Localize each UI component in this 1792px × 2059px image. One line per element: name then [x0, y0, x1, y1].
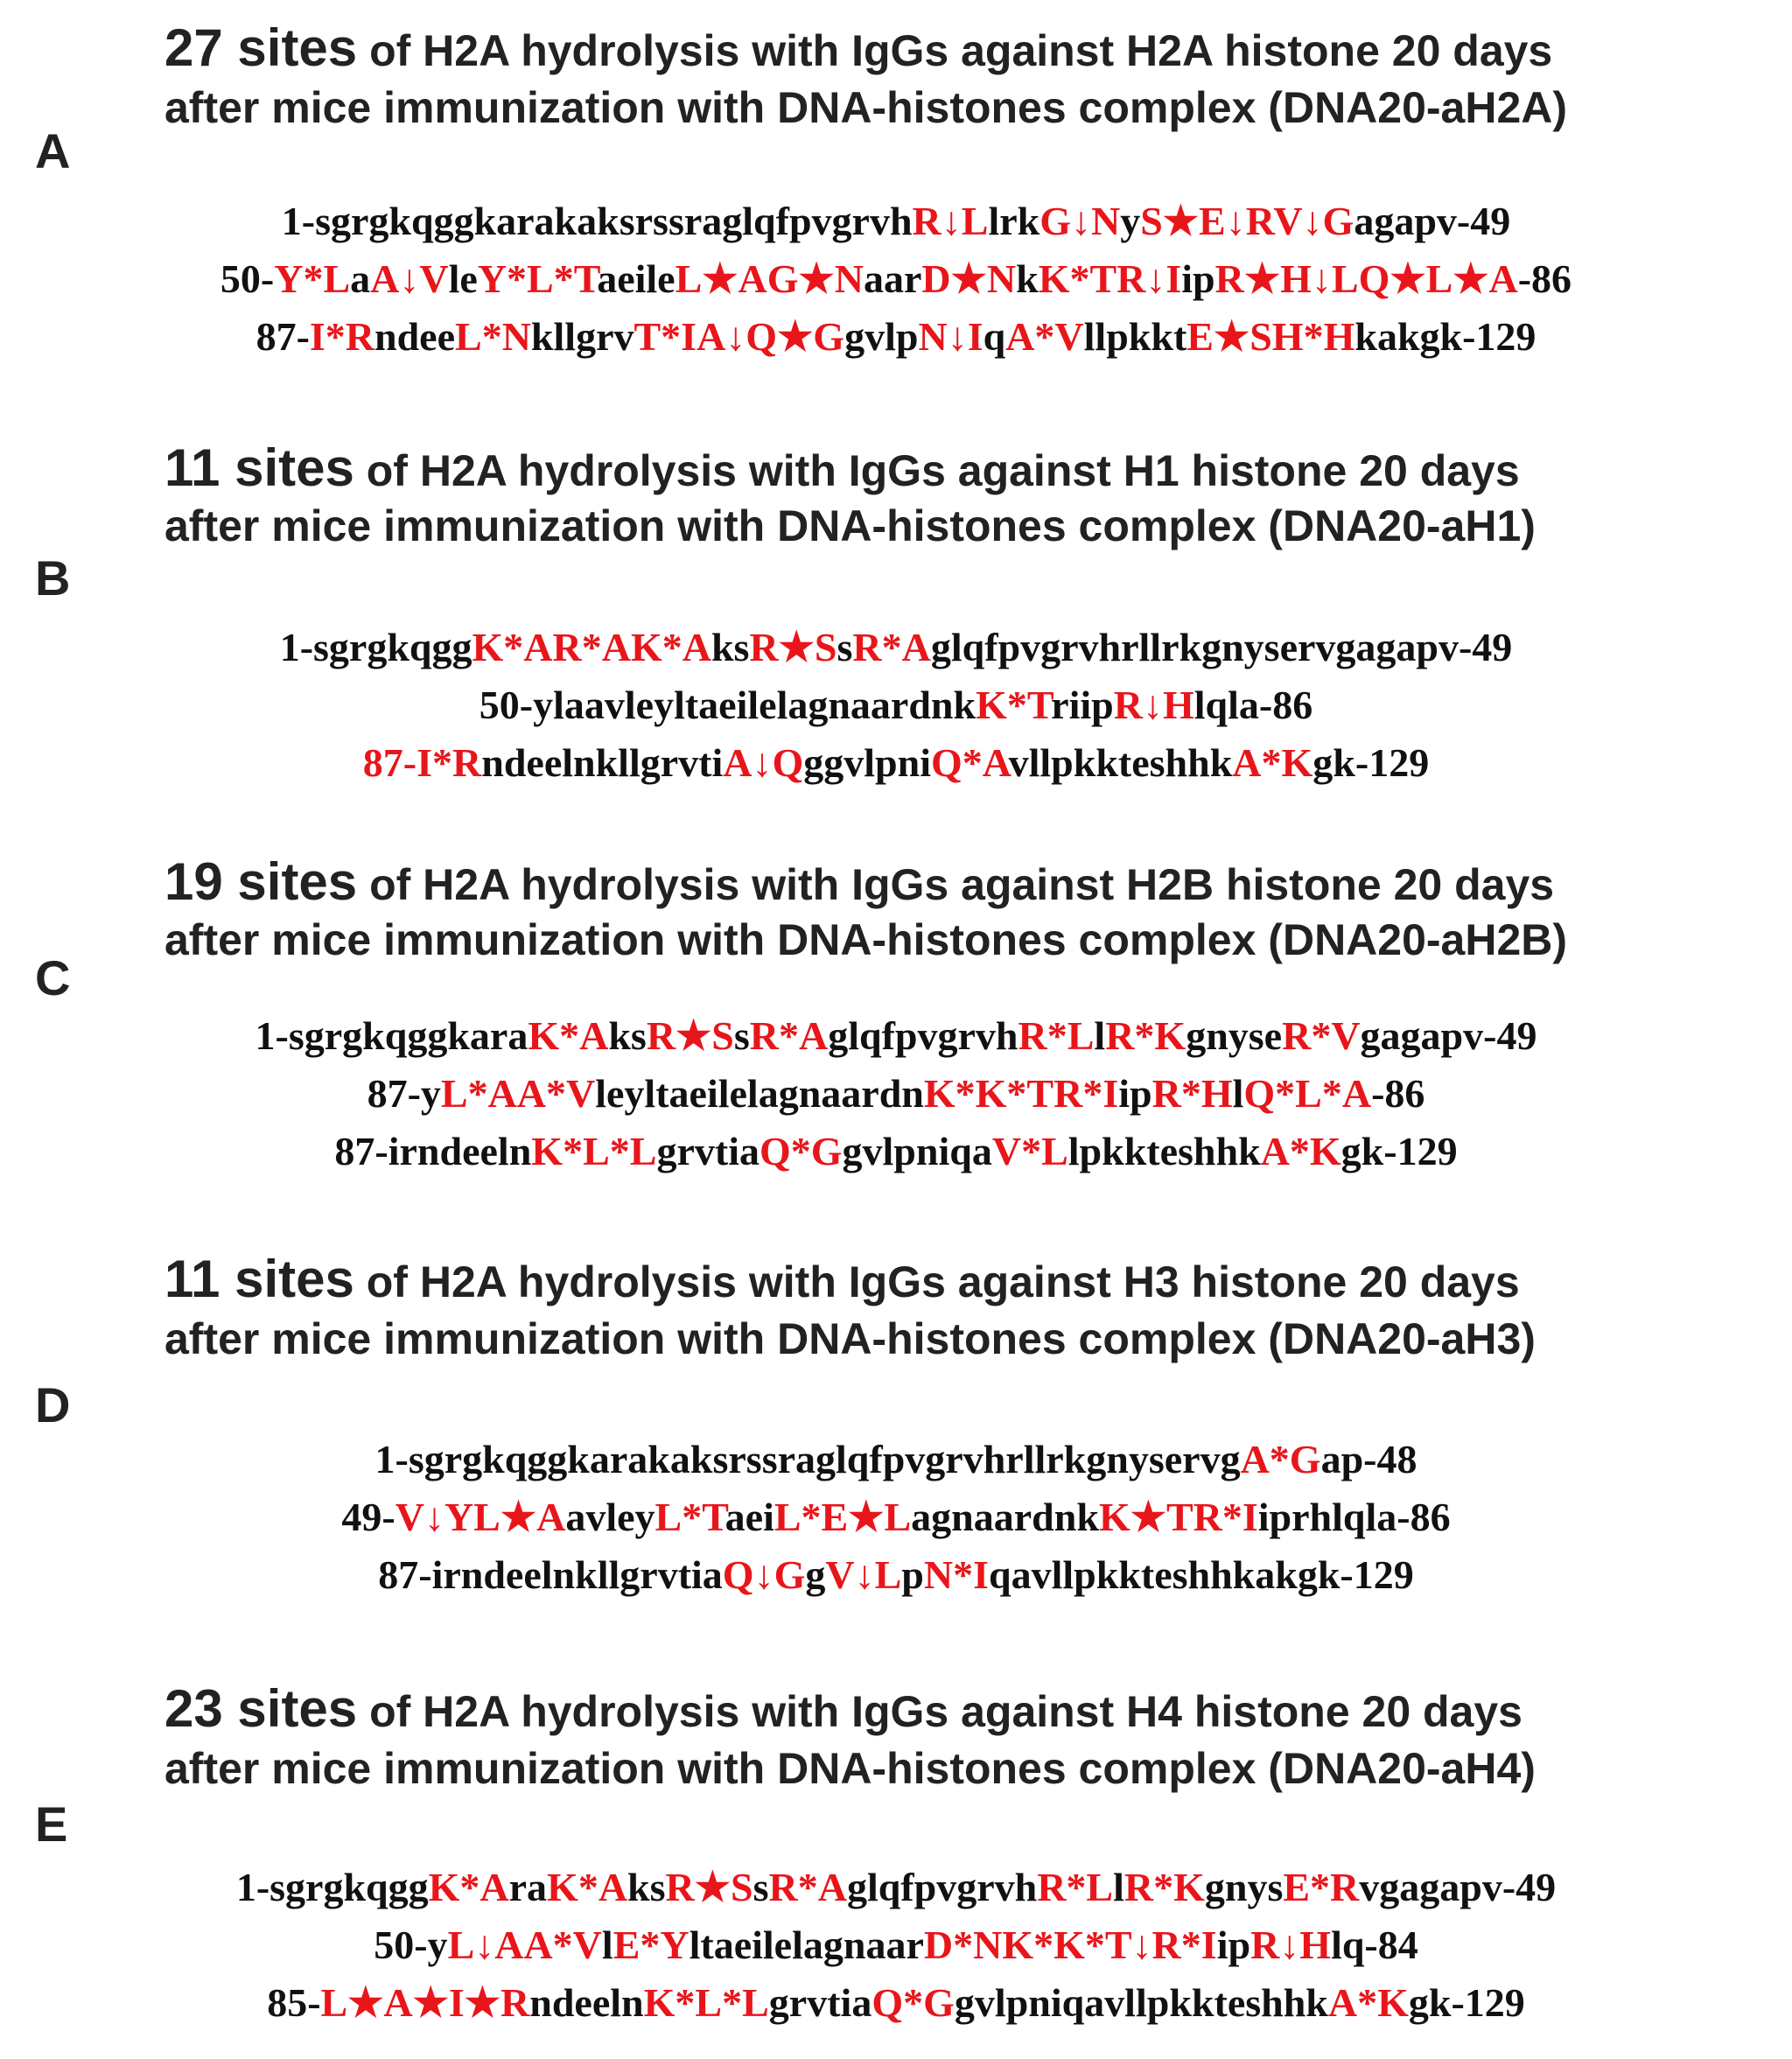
- sequence-segment: ggvlpni: [803, 740, 931, 785]
- sequence-segment: ndeelnkllgrvti: [481, 740, 724, 785]
- sequence-segment: 85-: [267, 1980, 321, 2025]
- cleavage-site: V↓L: [825, 1552, 902, 1597]
- sequence-line: [0, 1065, 1792, 1123]
- sequence-segment: a: [350, 256, 371, 301]
- panel-c-title-line2: after mice immunization with DNA-histones complex (DNA20-aH2B): [164, 915, 1568, 964]
- sequence-segment: gnys: [1204, 1865, 1284, 1909]
- panel-d-title-line2: after mice immunization with DNA-histones complex (DNA20-aH3): [164, 1314, 1536, 1363]
- sequence-segment: q: [983, 314, 1006, 359]
- cleavage-site: K*L*L: [531, 1129, 657, 1173]
- cleavage-site: L★AG★N: [675, 256, 864, 301]
- panel-e-title-line1: 23 sites of H2A hydrolysis with IgGs against H4 histone 20 days: [164, 1679, 1522, 1738]
- cleavage-site: E★SH*H: [1186, 314, 1355, 359]
- panel-a-title-line2: after mice immunization with DNA-histones complex (DNA20-aH2A): [164, 83, 1568, 132]
- cleavage-site: R★S: [646, 1013, 734, 1058]
- sequence-segment: kakgk-129: [1354, 314, 1536, 359]
- sequence-segment: gagapv-49: [1360, 1013, 1537, 1058]
- sequence-segment: 1-sgrgkqggkarakaksrssraglqfpvgrvh: [281, 199, 913, 243]
- cleavage-site: I*R: [309, 314, 375, 359]
- cleavage-site: A↓Q: [723, 740, 804, 785]
- cleavage-site: D★N: [921, 256, 1017, 301]
- sequence-segment: gvlp: [844, 314, 919, 359]
- sequence-segment: ap-48: [1320, 1437, 1418, 1481]
- sequence-segment: g: [805, 1552, 826, 1597]
- sequence-line: [0, 1916, 1792, 1974]
- sequence-segment: lq-84: [1331, 1922, 1418, 1967]
- sequence-segment: gk-129: [1312, 740, 1430, 785]
- cleavage-site: N↓I: [918, 314, 984, 359]
- sequence-segment: l: [1232, 1071, 1244, 1116]
- panel-d-title-line1: 11 sites of H2A hydrolysis with IgGs against H3 histone 20 days: [164, 1250, 1520, 1308]
- sequence-segment: 1-sgrgkqgg: [235, 1865, 429, 1909]
- sequence-line: [0, 734, 1792, 792]
- sequence-segment: vgagapv-49: [1359, 1865, 1557, 1909]
- sequence-segment: 1-sgrgkqggkarakaksrssraglqfpvgrvhrllrkgnyservg: [374, 1437, 1241, 1481]
- sequence-segment: iprhlqla-86: [1257, 1495, 1451, 1539]
- cleavage-site: N*I: [923, 1552, 989, 1597]
- cleavage-site: R*H: [1152, 1071, 1233, 1116]
- panel-a: [0, 0, 1792, 385]
- sequence-segment: agapv-49: [1354, 199, 1511, 243]
- sequence-segment: 50-: [220, 256, 275, 301]
- sequence-segment: gk-129: [1340, 1129, 1458, 1173]
- panel-b-title-line2: after mice immunization with DNA-histones complex (DNA20-aH1): [164, 501, 1536, 550]
- cleavage-site: Q*G: [872, 1980, 955, 2025]
- cleavage-site: L*E★L: [774, 1495, 912, 1539]
- sequence-segment: 87-irndeelnkllgrvtia: [378, 1552, 723, 1597]
- sequence-segment: gk-129: [1408, 1980, 1525, 2025]
- sequence-segment: ltaeilelagnaar: [689, 1922, 924, 1967]
- cleavage-site: R*L: [1037, 1865, 1114, 1909]
- cleavage-site: V*L: [991, 1129, 1068, 1173]
- cleavage-site: Q*L*A: [1243, 1071, 1372, 1116]
- cleavage-site: L↓AA*V: [447, 1922, 602, 1967]
- cleavage-site: L★A★I★R: [320, 1980, 530, 2025]
- panel-a-title-line1: 27 sites of H2A hydrolysis with IgGs against H2A histone 20 days: [164, 18, 1553, 77]
- sequence-segment: 50-y: [374, 1922, 448, 1967]
- panel-e-title-line2: after mice immunization with DNA-histones complex (DNA20-aH4): [164, 1744, 1536, 1793]
- sequence-line: [0, 308, 1792, 366]
- sequence-segment: ip: [1181, 256, 1215, 301]
- panel-c-letter: C: [35, 950, 71, 1005]
- cleavage-site: D*NK*K*T↓R*I: [923, 1922, 1217, 1967]
- cleavage-site: R↓L: [912, 199, 989, 243]
- sequence-segment: 1-sgrgkqgg: [279, 625, 472, 669]
- sequence-segment: l: [601, 1922, 613, 1967]
- panel-c-title-line1: 19 sites of H2A hydrolysis with IgGs against H2B histone 20 days: [164, 852, 1555, 911]
- sequence-segment: ra: [508, 1865, 548, 1909]
- cleavage-site: L*T: [654, 1495, 725, 1539]
- panel-d-site-count: 11 sites: [164, 1250, 354, 1308]
- cleavage-site: A↓V: [370, 256, 449, 301]
- sequence-segment: gvlpniqavllpkkteshhk: [954, 1980, 1328, 2025]
- cleavage-site: A*K: [1260, 1129, 1341, 1173]
- cleavage-site: E*R: [1283, 1865, 1360, 1909]
- sequence-segment: ks: [608, 1013, 647, 1058]
- cleavage-site: Y*L: [274, 256, 351, 301]
- sequence-segment: 87-: [256, 314, 310, 359]
- sequence-segment: qavllpkkteshhkakgk-129: [988, 1552, 1414, 1597]
- cleavage-site: K*TR↓I: [1038, 256, 1182, 301]
- sequence-segment: kllgrv: [530, 314, 634, 359]
- sequence-segment: lqla-86: [1194, 683, 1313, 727]
- sequence-line: [0, 1859, 1792, 1916]
- cleavage-site: R*K: [1124, 1865, 1205, 1909]
- sequence-segment: aei: [724, 1495, 774, 1539]
- sequence-segment: gvlpniqa: [842, 1129, 992, 1173]
- cleavage-site: K*K*TR*I: [923, 1071, 1119, 1116]
- cleavage-site: R★H↓LQ★L★A: [1214, 256, 1518, 301]
- panel-b-site-count: 11 sites: [164, 438, 354, 497]
- panel-c: [0, 827, 1792, 1212]
- cleavage-site: R*V: [1282, 1013, 1361, 1058]
- cleavage-site: L*N: [455, 314, 531, 359]
- sequence-segment: k: [1016, 256, 1039, 301]
- sequence-segment: glqfpvgrvh: [846, 1865, 1038, 1909]
- sequence-segment: riip: [1051, 683, 1114, 727]
- sequence-segment: agnaardnk: [911, 1495, 1099, 1539]
- panel-b-title-line1: 11 sites of H2A hydrolysis with IgGs against H1 histone 20 days: [164, 438, 1520, 497]
- sequence-line: [0, 1974, 1792, 2032]
- panel-e-site-count: 23 sites: [164, 1679, 358, 1738]
- sequence-segment: s: [733, 1013, 750, 1058]
- cleavage-site: Y*L*T: [477, 256, 598, 301]
- cleavage-site: R*A: [852, 625, 931, 669]
- cleavage-site: K*L*L: [643, 1980, 769, 2025]
- cleavage-site: R*A: [749, 1013, 829, 1058]
- sequence-segment: ip: [1216, 1922, 1251, 1967]
- panel-b-letter: B: [35, 550, 71, 606]
- cleavage-site: R★S: [749, 625, 837, 669]
- sequence-segment: lrk: [988, 199, 1040, 243]
- sequence-segment: 87-irndeeln: [334, 1129, 532, 1173]
- sequence-line: [0, 193, 1792, 250]
- sequence-segment: llpkkt: [1083, 314, 1187, 359]
- sequence-segment: grvtia: [768, 1980, 872, 2025]
- cleavage-site: R↓H: [1113, 683, 1194, 727]
- cleavage-site: K*T: [976, 683, 1052, 727]
- cleavage-site: T*IA↓Q★G: [634, 314, 845, 359]
- sequence-segment: s: [752, 1865, 769, 1909]
- cleavage-site: A*K: [1232, 740, 1313, 785]
- sequence-segment: avley: [565, 1495, 655, 1539]
- sequence-segment: -86: [1371, 1071, 1425, 1116]
- sequence-segment: ip: [1118, 1071, 1152, 1116]
- cleavage-site: R↓H: [1250, 1922, 1332, 1967]
- sequence-segment: leyltaeilelagnaardn: [595, 1071, 924, 1116]
- sequence-segment: s: [836, 625, 853, 669]
- panel-a-letter: A: [35, 123, 71, 179]
- sequence-segment: glqfpvgrvhrllrkgnyservgagapv-49: [930, 625, 1513, 669]
- sequence-segment: grvtia: [656, 1129, 760, 1173]
- sequence-segment: l: [1113, 1865, 1124, 1909]
- cleavage-site: K*A: [428, 1865, 509, 1909]
- sequence-line: [0, 676, 1792, 734]
- sequence-segment: aeile: [597, 256, 676, 301]
- panel-e-letter: E: [35, 1796, 68, 1852]
- sequence-line: [0, 1488, 1792, 1546]
- cleavage-site: G↓N: [1040, 199, 1121, 243]
- cleavage-site: R★S: [665, 1865, 753, 1909]
- cleavage-site: A*G: [1240, 1437, 1321, 1481]
- cleavage-site: Q↓G: [722, 1552, 806, 1597]
- panel-e: [0, 1645, 1792, 2059]
- sequence-segment: vllpkkteshhk: [1008, 740, 1233, 785]
- sequence-segment: le: [448, 256, 478, 301]
- panel-a-sequence: [0, 193, 1792, 366]
- sequence-line: [0, 1431, 1792, 1488]
- sequence-segment: 87-y: [367, 1071, 441, 1116]
- panel-c-sequence: [0, 1007, 1792, 1180]
- sequence-segment: 1-sgrgkqggkara: [255, 1013, 528, 1058]
- cleavage-site: Q*A: [931, 740, 1009, 785]
- sequence-line: [0, 250, 1792, 308]
- cleavage-site: R*A: [768, 1865, 847, 1909]
- sequence-segment: ks: [627, 1865, 666, 1909]
- cleavage-site: A*K: [1327, 1980, 1409, 2025]
- sequence-segment: ks: [710, 625, 750, 669]
- cleavage-site: S★E↓RV↓G: [1140, 199, 1354, 243]
- cleavage-site: K*A: [528, 1013, 609, 1058]
- panel-d: [0, 1212, 1792, 1645]
- cleavage-site: E*Y: [612, 1922, 690, 1967]
- cleavage-site: V↓YL★A: [395, 1495, 566, 1539]
- panel-b-sequence: [0, 619, 1792, 792]
- cleavage-site: K*AR*AK*A: [472, 625, 711, 669]
- panel-d-letter: D: [35, 1377, 71, 1432]
- cleavage-site: R*L: [1018, 1013, 1095, 1058]
- sequence-line: [0, 1546, 1792, 1604]
- sequence-segment: aar: [863, 256, 922, 301]
- cleavage-site: L*AA*V: [440, 1071, 596, 1116]
- panel-a-site-count: 27 sites: [164, 18, 358, 77]
- sequence-segment: l: [1094, 1013, 1106, 1058]
- cleavage-site: K*A: [547, 1865, 628, 1909]
- sequence-segment: 49-: [341, 1495, 396, 1539]
- sequence-segment: ndeeln: [529, 1980, 644, 2025]
- sequence-segment: -86: [1517, 256, 1572, 301]
- sequence-line: [0, 619, 1792, 676]
- sequence-segment: 50-ylaavleyltaeilelagnaardnk: [479, 683, 976, 727]
- panel-c-site-count: 19 sites: [164, 852, 358, 911]
- sequence-segment: lpkkteshhk: [1068, 1129, 1261, 1173]
- panel-b: [0, 385, 1792, 827]
- sequence-segment: ndee: [374, 314, 456, 359]
- cleavage-site: K★TR*I: [1098, 1495, 1258, 1539]
- cleavage-site: R*K: [1105, 1013, 1186, 1058]
- sequence-segment: glqfpvgrvh: [828, 1013, 1018, 1058]
- sequence-segment: gnyse: [1186, 1013, 1283, 1058]
- sequence-line: [0, 1123, 1792, 1180]
- panel-d-sequence: [0, 1431, 1792, 1604]
- sequence-segment: p: [901, 1552, 924, 1597]
- cleavage-site: 87-I*R: [362, 740, 482, 785]
- sequence-line: [0, 1007, 1792, 1065]
- cleavage-site: A*V: [1005, 314, 1084, 359]
- panel-e-sequence: [0, 1859, 1792, 2032]
- sequence-segment: y: [1120, 199, 1141, 243]
- cleavage-site: Q*G: [759, 1129, 843, 1173]
